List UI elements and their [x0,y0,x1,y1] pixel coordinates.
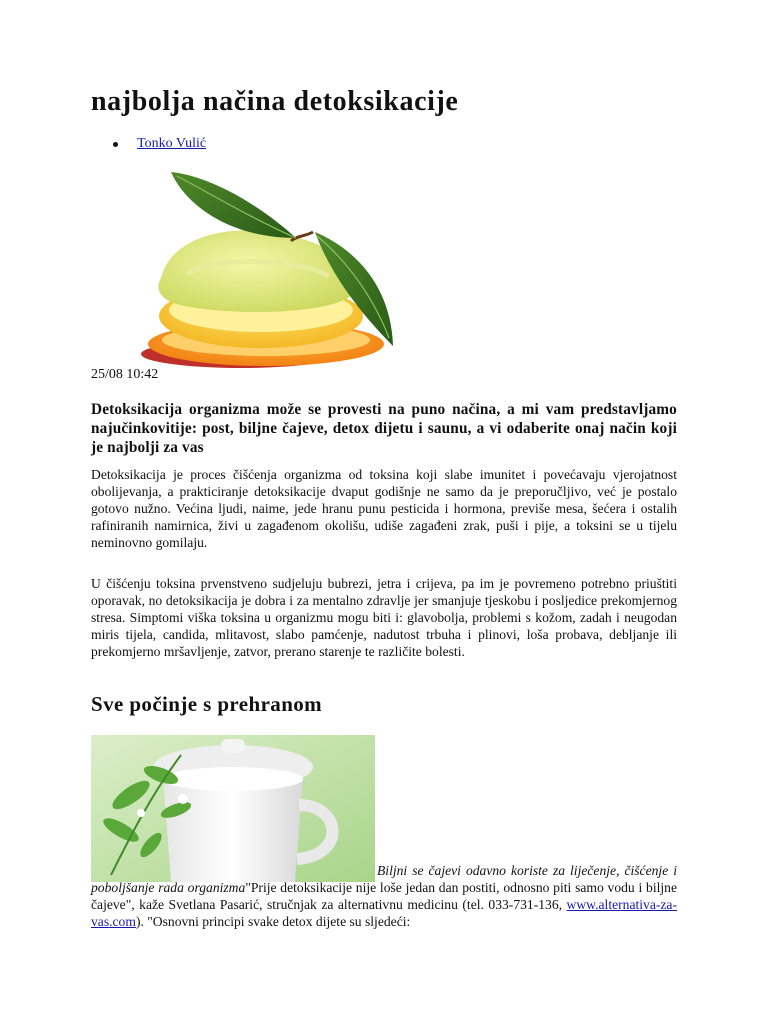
author-link[interactable]: Tonko Vulić [137,136,207,151]
quote-text-continued: ). "Osnovni principi svake detox dijete su sljedeći: [135,914,411,929]
fruit-stack-image [91,166,425,368]
section-heading: Sve počinje s prehranom [91,692,323,716]
author-list-item [91,136,206,152]
article-lead: Detoksikacija organizma može se provesti na puno načina, a mi vam predstavljamo najučinkovitije: post, biljne čajeve, detox dijetu i saunu, a vi odaberite onaj način koji je najbolji za vas [91,401,677,456]
tea-cup-image [91,735,375,882]
website-link[interactable]: www.alternativa-za-vas.com [91,897,677,929]
post-timestamp: 25/08 10:42 [91,367,159,382]
image-caption-italic: Biljni se čajevi odavno koriste za liječenje, čišćenje i poboljšanje rada organizma [91,863,677,895]
body-paragraph: U čišćenju toksina prvenstveno sudjeluju bubrezi, jetra i crijeva, pa im je povremeno potrebno priuštiti oporavak, no detoksikacija je dobra i za mentalno zdravlje jer smanjuje tjeskobu i posljedice prekomjernog stresa. Simptomi viška toksina u organizmu mogu biti i: glavobolja, problemi s kožom, zadah i neugodan miris tijela, candida, mlitavost, slabo pamćenje, nadutost trbuha i plinovi, loša probava, debljanje ili prekomjerno mršavljenje, zatvor, prerano starenje te različite bolesti. [91,576,677,659]
article-title: najbolja načina detoksikacije [91,86,459,117]
body-paragraph [91,862,677,930]
quote-text: "Prije detoksikacije nije loše jedan dan postiti, odnosno piti samo vodu i biljne čajeve", kaže Svetlana Pasarić, stručnjak za alternativnu medicinu (tel. 033-731-136, [91,880,677,912]
author-list [91,136,206,152]
body-paragraph: Detoksikacija je proces čišćenja organizma od toksina koji slabe imunitet i povećavaju vjerojatnost obolijevanja, a prakticiranje detoksikacije dvaput godišnje ne samo da je preporučljivo, već je postalo gotovo nužno. Većina ljudi, naime, jede hranu punu pesticida i hormona, previše mesa, šećera i ostalih rafiniranih namirnica, živi u zagađenom okolišu, udiše zagađeni zrak, puši i pije, a toksini se u tijelu neminovno gomilaju. [91,467,677,550]
